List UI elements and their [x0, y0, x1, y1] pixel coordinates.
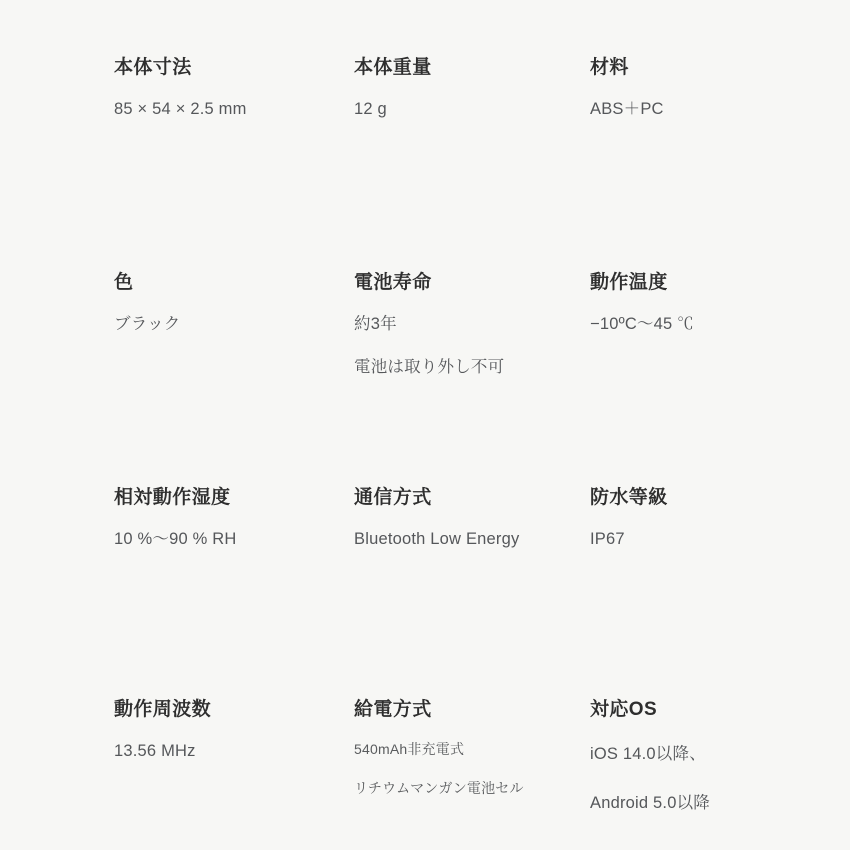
spec-title: 材料	[590, 57, 629, 78]
spec-item-relative-humidity	[114, 486, 354, 698]
spec-item-operating-temperature	[590, 271, 760, 486]
spec-item-waterproof-rating	[590, 486, 760, 698]
spec-value: 85 × 54 × 2.5 mm	[114, 99, 247, 118]
spec-value: ABS＋PC	[590, 99, 664, 118]
spec-item-power-supply	[354, 698, 590, 819]
spec-item-communication-method	[354, 486, 590, 698]
spec-item-body-weight	[354, 56, 590, 271]
spec-value-secondary: 電池は取り外し不可	[354, 358, 505, 377]
spec-title: 動作周波数	[114, 699, 212, 720]
spec-value: 12 g	[354, 99, 387, 118]
spec-item-body-dimensions	[114, 56, 354, 271]
spec-title: 給電方式	[354, 699, 432, 720]
spec-title: 動作温度	[590, 272, 668, 293]
spec-title: 対応OS	[590, 699, 658, 720]
spec-item-material	[590, 56, 760, 271]
spec-title: 防水等級	[590, 487, 668, 508]
spec-value: −10ºC〜45 ℃	[590, 314, 694, 333]
spec-value-secondary: Android 5.0以降	[590, 794, 710, 813]
spec-value-secondary: リチウムマンガン電池セル	[354, 780, 524, 797]
spec-value: 540mAh非充電式	[354, 740, 465, 757]
spec-title: 本体重量	[354, 57, 432, 78]
spec-value: 10 %〜90 % RH	[114, 529, 237, 548]
spec-value: IP67	[590, 529, 625, 548]
spec-title: 本体寸法	[114, 57, 192, 78]
spec-item-color	[114, 271, 354, 486]
spec-title: 相対動作湿度	[114, 487, 231, 508]
spec-item-battery-life	[354, 271, 590, 486]
spec-value: Bluetooth Low Energy	[354, 529, 520, 548]
spec-title: 色	[114, 272, 134, 293]
spec-value: 約3年	[354, 314, 397, 333]
spec-value: ブラック	[114, 314, 181, 333]
spec-item-operating-frequency	[114, 698, 354, 819]
specification-grid	[114, 56, 760, 819]
spec-value: iOS 14.0以降、	[590, 744, 706, 763]
spec-value: 13.56 MHz	[114, 741, 196, 760]
spec-title: 通信方式	[354, 487, 432, 508]
spec-title: 電池寿命	[354, 272, 432, 293]
spec-item-supported-os	[590, 698, 760, 819]
